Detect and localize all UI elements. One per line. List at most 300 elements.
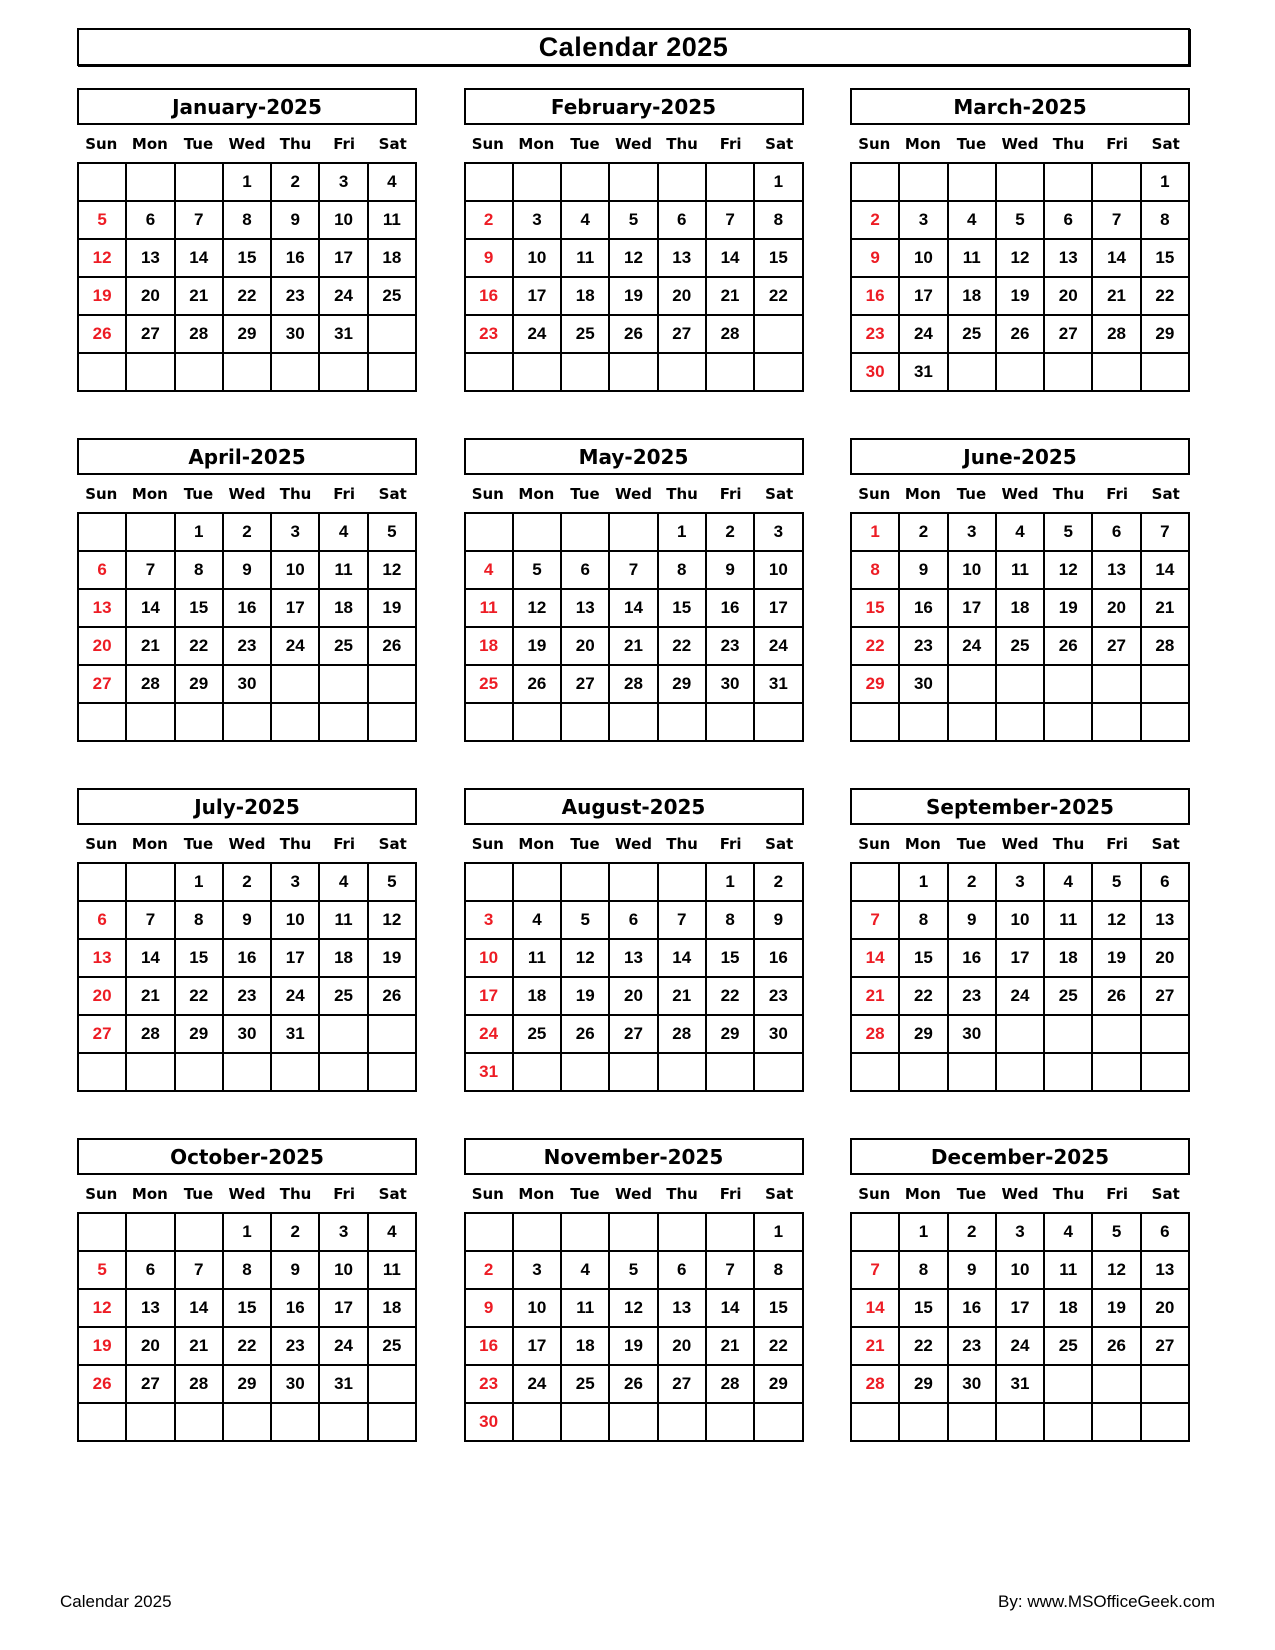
day-cell: 5 <box>561 901 609 939</box>
day-cell: 22 <box>1141 277 1189 315</box>
empty-day-cell <box>319 1015 367 1053</box>
week-row <box>465 239 803 277</box>
week-row <box>851 863 1189 901</box>
day-cell: 23 <box>465 315 513 353</box>
weekday-label-mon: Mon <box>904 1185 941 1203</box>
weekday-label-thu: Thu <box>279 1185 312 1203</box>
empty-day-cell <box>899 1053 947 1091</box>
month-june <box>850 438 1190 742</box>
empty-day-cell <box>899 1403 947 1441</box>
day-cell: 5 <box>1044 513 1092 551</box>
weekday-label-tue: Tue <box>570 135 600 153</box>
day-cell: 5 <box>1092 1213 1140 1251</box>
empty-day-cell <box>561 163 609 201</box>
day-cell: 1 <box>706 863 754 901</box>
months-grid <box>77 88 1190 1442</box>
empty-day-cell <box>175 1213 223 1251</box>
month-title-box <box>850 1138 1190 1175</box>
empty-day-cell <box>271 665 319 703</box>
empty-day-cell <box>319 665 367 703</box>
month-grid <box>850 862 1190 1092</box>
empty-day-cell <box>996 665 1044 703</box>
day-cell: 19 <box>561 977 609 1015</box>
day-cell: 5 <box>368 513 416 551</box>
month-grid <box>77 1212 417 1442</box>
weekday-label-tue: Tue <box>570 835 600 853</box>
month-title: January-2025 <box>172 94 322 119</box>
month-title-box <box>850 788 1190 825</box>
empty-day-cell <box>1044 1015 1092 1053</box>
day-cell: 18 <box>319 589 367 627</box>
day-cell: 3 <box>271 513 319 551</box>
day-cell: 1 <box>223 163 271 201</box>
day-cell: 8 <box>223 201 271 239</box>
day-cell: 25 <box>465 665 513 703</box>
weekday-label-fri: Fri <box>333 485 356 503</box>
day-cell: 9 <box>465 239 513 277</box>
empty-day-cell <box>609 1213 657 1251</box>
empty-day-cell <box>706 1213 754 1251</box>
week-row <box>78 1289 416 1327</box>
weekday-label-mon: Mon <box>518 835 555 853</box>
empty-day-cell <box>368 353 416 391</box>
day-cell: 25 <box>368 1327 416 1365</box>
week-row <box>465 1403 803 1441</box>
empty-day-cell <box>126 353 174 391</box>
day-cell: 10 <box>513 1289 561 1327</box>
day-cell: 17 <box>319 239 367 277</box>
weekday-label-sat: Sat <box>765 835 794 853</box>
day-cell: 2 <box>271 1213 319 1251</box>
day-cell: 18 <box>1044 939 1092 977</box>
empty-day-cell <box>319 353 367 391</box>
day-cell: 21 <box>706 1327 754 1365</box>
month-title: February-2025 <box>550 94 717 119</box>
empty-day-cell <box>609 703 657 741</box>
day-cell: 26 <box>996 315 1044 353</box>
weekday-label-sat: Sat <box>1151 1185 1180 1203</box>
month-april <box>77 438 417 742</box>
week-row <box>78 901 416 939</box>
day-cell: 13 <box>561 589 609 627</box>
week-row <box>78 1327 416 1365</box>
day-cell: 11 <box>319 551 367 589</box>
day-cell: 20 <box>1092 589 1140 627</box>
day-cell: 13 <box>126 1289 174 1327</box>
weekday-label-sat: Sat <box>378 485 407 503</box>
day-cell: 19 <box>1092 1289 1140 1327</box>
day-cell: 14 <box>126 589 174 627</box>
day-cell: 11 <box>561 239 609 277</box>
day-cell: 26 <box>609 1365 657 1403</box>
empty-day-cell <box>223 353 271 391</box>
day-cell: 10 <box>513 239 561 277</box>
empty-day-cell <box>1141 665 1189 703</box>
day-cell: 20 <box>1044 277 1092 315</box>
week-row <box>78 703 416 741</box>
week-row <box>851 239 1189 277</box>
weekday-label-thu: Thu <box>1052 485 1085 503</box>
day-cell: 31 <box>319 1365 367 1403</box>
day-cell: 8 <box>754 201 802 239</box>
day-cell: 29 <box>223 315 271 353</box>
empty-day-cell <box>996 163 1044 201</box>
day-cell: 15 <box>658 589 706 627</box>
empty-day-cell <box>996 353 1044 391</box>
empty-day-cell <box>513 1213 561 1251</box>
day-cell: 7 <box>1141 513 1189 551</box>
day-cell: 14 <box>658 939 706 977</box>
empty-day-cell <box>851 1053 899 1091</box>
weekday-label-sat: Sat <box>378 135 407 153</box>
day-cell: 2 <box>899 513 947 551</box>
weekday-label-sat: Sat <box>378 835 407 853</box>
day-cell: 7 <box>851 901 899 939</box>
day-cell: 29 <box>754 1365 802 1403</box>
day-cell: 19 <box>513 627 561 665</box>
weekday-label-tue: Tue <box>183 1185 214 1203</box>
empty-day-cell <box>1092 1403 1140 1441</box>
day-cell: 9 <box>223 901 271 939</box>
day-cell: 30 <box>754 1015 802 1053</box>
week-row <box>78 863 416 901</box>
week-row <box>465 589 803 627</box>
weekday-header-row <box>77 483 417 505</box>
empty-day-cell <box>1092 665 1140 703</box>
empty-day-cell <box>175 703 223 741</box>
day-cell: 24 <box>996 1327 1044 1365</box>
day-cell: 22 <box>851 627 899 665</box>
day-cell: 30 <box>271 1365 319 1403</box>
day-cell: 6 <box>561 551 609 589</box>
day-cell: 22 <box>899 977 947 1015</box>
empty-day-cell <box>609 353 657 391</box>
day-cell: 3 <box>948 513 996 551</box>
day-cell: 8 <box>899 901 947 939</box>
empty-day-cell <box>1141 1015 1189 1053</box>
day-cell: 11 <box>1044 901 1092 939</box>
day-cell: 3 <box>319 163 367 201</box>
day-cell: 12 <box>1092 901 1140 939</box>
day-cell: 17 <box>271 589 319 627</box>
day-cell: 23 <box>899 627 947 665</box>
week-row <box>851 627 1189 665</box>
day-cell: 11 <box>319 901 367 939</box>
empty-day-cell <box>368 1403 416 1441</box>
day-cell: 18 <box>561 1327 609 1365</box>
empty-day-cell <box>78 703 126 741</box>
week-row <box>465 513 803 551</box>
week-row <box>851 939 1189 977</box>
month-title: December-2025 <box>930 1144 1110 1169</box>
day-cell: 17 <box>899 277 947 315</box>
weekday-label-tue: Tue <box>956 1185 987 1203</box>
day-cell: 15 <box>223 1289 271 1327</box>
week-row <box>851 665 1189 703</box>
weekday-header-row <box>850 833 1190 855</box>
month-title: September-2025 <box>926 794 1114 819</box>
month-title-box <box>77 788 417 825</box>
day-cell: 6 <box>1141 1213 1189 1251</box>
weekday-label-fri: Fri <box>1106 135 1129 153</box>
day-cell: 21 <box>851 1327 899 1365</box>
day-cell: 4 <box>948 201 996 239</box>
day-cell: 7 <box>126 901 174 939</box>
month-title: March-2025 <box>953 94 1087 119</box>
empty-day-cell <box>223 1403 271 1441</box>
day-cell: 15 <box>706 939 754 977</box>
footer <box>60 1592 1215 1612</box>
day-cell: 23 <box>754 977 802 1015</box>
day-cell: 18 <box>465 627 513 665</box>
weekday-label-wed: Wed <box>1001 835 1039 853</box>
day-cell: 2 <box>948 1213 996 1251</box>
day-cell: 2 <box>465 201 513 239</box>
day-cell: 6 <box>1092 513 1140 551</box>
weekday-label-sun: Sun <box>85 135 118 153</box>
day-cell: 24 <box>996 977 1044 1015</box>
empty-day-cell <box>465 703 513 741</box>
week-row <box>851 315 1189 353</box>
weekday-label-thu: Thu <box>279 485 312 503</box>
day-cell: 19 <box>609 1327 657 1365</box>
day-cell: 15 <box>175 939 223 977</box>
weekday-label-sat: Sat <box>765 485 794 503</box>
day-cell: 16 <box>948 1289 996 1327</box>
day-cell: 4 <box>996 513 1044 551</box>
empty-day-cell <box>706 703 754 741</box>
day-cell: 31 <box>319 315 367 353</box>
weekday-label-wed: Wed <box>615 1185 652 1203</box>
empty-day-cell <box>319 1053 367 1091</box>
empty-day-cell <box>78 1403 126 1441</box>
day-cell: 27 <box>658 315 706 353</box>
day-cell: 6 <box>126 1251 174 1289</box>
day-cell: 7 <box>175 1251 223 1289</box>
day-cell: 26 <box>78 315 126 353</box>
day-cell: 23 <box>948 1327 996 1365</box>
weekday-label-thu: Thu <box>1052 135 1085 153</box>
day-cell: 1 <box>223 1213 271 1251</box>
day-cell: 10 <box>465 939 513 977</box>
week-row <box>851 1289 1189 1327</box>
weekday-header-row <box>77 833 417 855</box>
empty-day-cell <box>1044 703 1092 741</box>
day-cell: 15 <box>754 1289 802 1327</box>
day-cell: 8 <box>658 551 706 589</box>
day-cell: 23 <box>223 977 271 1015</box>
day-cell: 16 <box>851 277 899 315</box>
day-cell: 30 <box>706 665 754 703</box>
day-cell: 24 <box>319 1327 367 1365</box>
empty-day-cell <box>658 163 706 201</box>
week-row <box>78 277 416 315</box>
month-title: June-2025 <box>963 444 1077 469</box>
day-cell: 25 <box>561 315 609 353</box>
day-cell: 19 <box>78 277 126 315</box>
empty-day-cell <box>78 863 126 901</box>
empty-day-cell <box>368 1015 416 1053</box>
day-cell: 1 <box>175 863 223 901</box>
footer-left-text: Calendar 2025 <box>60 1592 172 1611</box>
day-cell: 26 <box>1044 627 1092 665</box>
weekday-header-row <box>464 483 804 505</box>
empty-day-cell <box>223 703 271 741</box>
day-cell: 25 <box>1044 977 1092 1015</box>
week-row <box>465 277 803 315</box>
day-cell: 22 <box>754 1327 802 1365</box>
weekday-label-wed: Wed <box>1001 1185 1039 1203</box>
day-cell: 17 <box>996 939 1044 977</box>
weekday-label-wed: Wed <box>228 135 266 153</box>
empty-day-cell <box>1092 1365 1140 1403</box>
empty-day-cell <box>465 863 513 901</box>
empty-day-cell <box>754 353 802 391</box>
day-cell: 2 <box>223 863 271 901</box>
day-cell: 4 <box>368 163 416 201</box>
footer-right-text: By: www.MSOfficeGeek.com <box>998 1592 1215 1611</box>
empty-day-cell <box>948 1403 996 1441</box>
day-cell: 28 <box>706 1365 754 1403</box>
month-title-box <box>464 788 804 825</box>
empty-day-cell <box>899 163 947 201</box>
day-cell: 13 <box>1141 1251 1189 1289</box>
week-row <box>465 1053 803 1091</box>
day-cell: 28 <box>126 665 174 703</box>
empty-day-cell <box>368 315 416 353</box>
day-cell: 6 <box>609 901 657 939</box>
empty-day-cell <box>561 1403 609 1441</box>
day-cell: 6 <box>1141 863 1189 901</box>
day-cell: 4 <box>465 551 513 589</box>
week-row <box>851 1251 1189 1289</box>
empty-day-cell <box>1044 353 1092 391</box>
empty-day-cell <box>561 863 609 901</box>
day-cell: 29 <box>223 1365 271 1403</box>
month-december <box>850 1138 1190 1442</box>
day-cell: 20 <box>126 1327 174 1365</box>
empty-day-cell <box>271 1403 319 1441</box>
day-cell: 9 <box>948 901 996 939</box>
day-cell: 21 <box>851 977 899 1015</box>
day-cell: 16 <box>465 277 513 315</box>
day-cell: 4 <box>319 513 367 551</box>
month-february <box>464 88 804 392</box>
day-cell: 24 <box>899 315 947 353</box>
empty-day-cell <box>706 1403 754 1441</box>
day-cell: 26 <box>561 1015 609 1053</box>
empty-day-cell <box>465 163 513 201</box>
day-cell: 26 <box>1092 977 1140 1015</box>
weekday-label-mon: Mon <box>904 485 941 503</box>
day-cell: 22 <box>706 977 754 1015</box>
empty-day-cell <box>465 353 513 391</box>
day-cell: 18 <box>948 277 996 315</box>
empty-day-cell <box>78 1053 126 1091</box>
week-row <box>465 353 803 391</box>
week-row <box>851 551 1189 589</box>
day-cell: 8 <box>851 551 899 589</box>
empty-day-cell <box>513 513 561 551</box>
month-march <box>850 88 1190 392</box>
month-grid <box>77 862 417 1092</box>
weekday-label-thu: Thu <box>1052 835 1085 853</box>
weekday-label-wed: Wed <box>615 135 652 153</box>
day-cell: 12 <box>513 589 561 627</box>
week-row <box>851 1403 1189 1441</box>
day-cell: 11 <box>513 939 561 977</box>
weekday-label-sat: Sat <box>378 1185 407 1203</box>
empty-day-cell <box>948 665 996 703</box>
week-row <box>465 1015 803 1053</box>
day-cell: 12 <box>78 239 126 277</box>
day-cell: 24 <box>754 627 802 665</box>
day-cell: 12 <box>1044 551 1092 589</box>
empty-day-cell <box>754 703 802 741</box>
day-cell: 17 <box>754 589 802 627</box>
day-cell: 5 <box>609 201 657 239</box>
week-row <box>78 1053 416 1091</box>
empty-day-cell <box>1044 1403 1092 1441</box>
day-cell: 4 <box>513 901 561 939</box>
day-cell: 19 <box>78 1327 126 1365</box>
day-cell: 22 <box>223 1327 271 1365</box>
day-cell: 30 <box>899 665 947 703</box>
day-cell: 21 <box>126 627 174 665</box>
day-cell: 2 <box>754 863 802 901</box>
day-cell: 17 <box>948 589 996 627</box>
day-cell: 25 <box>513 1015 561 1053</box>
day-cell: 13 <box>78 589 126 627</box>
day-cell: 6 <box>126 201 174 239</box>
empty-day-cell <box>561 703 609 741</box>
day-cell: 14 <box>126 939 174 977</box>
week-row <box>78 513 416 551</box>
day-cell: 12 <box>609 1289 657 1327</box>
empty-day-cell <box>126 1403 174 1441</box>
empty-day-cell <box>851 1213 899 1251</box>
empty-day-cell <box>78 353 126 391</box>
day-cell: 2 <box>223 513 271 551</box>
day-cell: 18 <box>1044 1289 1092 1327</box>
empty-day-cell <box>1044 665 1092 703</box>
day-cell: 6 <box>78 901 126 939</box>
day-cell: 25 <box>561 1365 609 1403</box>
day-cell: 13 <box>126 239 174 277</box>
empty-day-cell <box>948 703 996 741</box>
day-cell: 12 <box>368 551 416 589</box>
day-cell: 1 <box>754 163 802 201</box>
empty-day-cell <box>1141 1053 1189 1091</box>
day-cell: 14 <box>851 939 899 977</box>
month-title-box <box>77 88 417 125</box>
month-october <box>77 1138 417 1442</box>
empty-day-cell <box>609 163 657 201</box>
day-cell: 7 <box>175 201 223 239</box>
day-cell: 17 <box>465 977 513 1015</box>
day-cell: 21 <box>1141 589 1189 627</box>
day-cell: 10 <box>319 1251 367 1289</box>
weekday-header-row <box>77 1183 417 1205</box>
empty-day-cell <box>368 665 416 703</box>
weekday-label-thu: Thu <box>666 1185 698 1203</box>
day-cell: 16 <box>223 589 271 627</box>
weekday-label-sun: Sun <box>471 1185 504 1203</box>
day-cell: 21 <box>706 277 754 315</box>
day-cell: 24 <box>319 277 367 315</box>
weekday-label-sat: Sat <box>765 1185 794 1203</box>
weekday-label-mon: Mon <box>131 135 168 153</box>
